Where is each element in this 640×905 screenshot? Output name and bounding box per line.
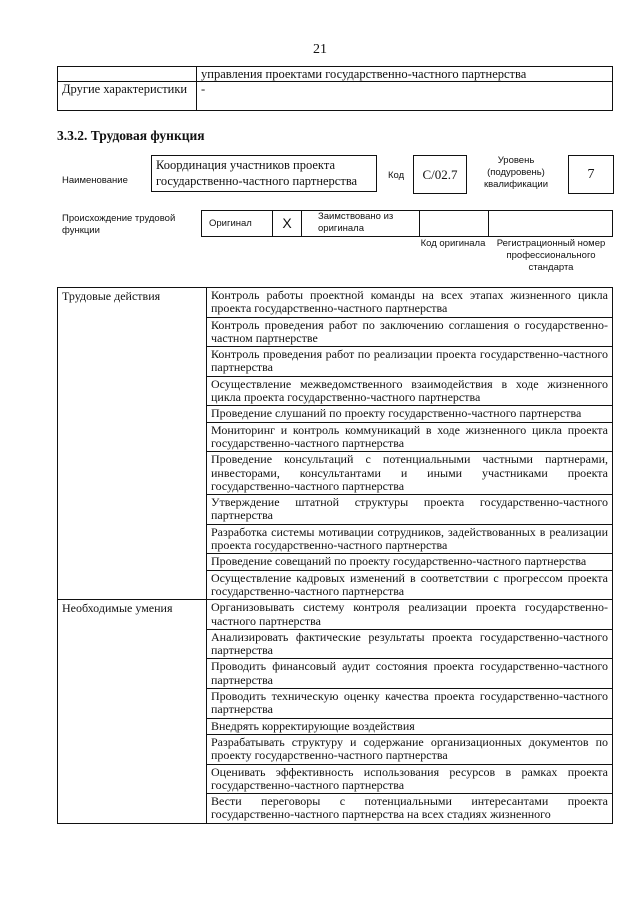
list-item: Осуществление кадровых изменений в соответствии с прогрессом проекта государственно-частного партнерства [207, 570, 613, 600]
page-number: 21 [313, 42, 327, 57]
code-label: Код [388, 170, 405, 181]
qualification-level-label: Уровень (подуровень) квалификации [483, 155, 549, 190]
original-label: Оригинал [209, 218, 252, 229]
list-item: Контроль проведения работ по реализации проекта государственно-частного партнерства [207, 347, 613, 377]
list-item: Разрабатывать структуру и содержание организационных документов по проекту государственно-частного партнерства [207, 734, 613, 764]
list-item: Утверждение штатной структуры проекта государственно-частного партнерства [207, 495, 613, 525]
list-item: Анализировать фактические результаты проекта государственно-частного партнерства [207, 629, 613, 659]
function-code-box: C/02.7 [413, 155, 467, 194]
original-code-caption: Код оригинала [420, 238, 486, 249]
table-row [58, 600, 613, 630]
list-item: Оценивать эффективность использования ресурсов в рамках проекта государственно-частного партнерства [207, 764, 613, 794]
list-item: Вести переговоры с потенциальными интересантами проекта государственно-частного партнерства на всех стадиях жизненного [207, 794, 613, 824]
empty-cell [58, 67, 197, 82]
table-row [58, 288, 613, 318]
original-code-cell [419, 211, 489, 236]
section-title: 3.3.2. Трудовая функция [57, 128, 205, 143]
labor-actions-heading: Трудовые действия [58, 288, 207, 600]
continuation-text: управления проектами государственно-частного партнерства [197, 67, 613, 82]
list-item: Проведение консультаций с потенциальными частными партнерами, инвесторами, консультантами и иными участниками проекта государственно-частного партнерства [207, 452, 613, 495]
origin-row [201, 210, 613, 237]
table-row [58, 82, 613, 111]
list-item: Проводить техническую оценку качества проекта государственно-частного партнерства [207, 689, 613, 719]
list-item: Внедрять корректирующие воздействия [207, 718, 613, 734]
other-characteristics-label: Другие характеристики [58, 82, 197, 111]
function-name-box: Координация участников проекта государственно-частного партнерства [151, 155, 377, 192]
list-item: Контроль работы проектной команды на всех этапах жизненного цикла проекта государственно-частного партнерства [207, 288, 613, 318]
borrowed-label: Заимствовано из оригинала [318, 211, 394, 234]
list-item: Организовывать систему контроля реализации проекта государственно-частного партнерства [207, 600, 613, 630]
list-item: Проведение слушаний по проекту государственно-частного партнерства [207, 406, 613, 422]
name-label: Наименование [62, 175, 128, 186]
origin-label: Происхождение трудовой функции [62, 213, 176, 236]
qualification-level-box: 7 [568, 155, 614, 194]
registration-number-caption: Регистрационный номер профессионального стандарта [496, 238, 606, 273]
list-item: Проведение совещаний по проекту государственно-частного партнерства [207, 554, 613, 570]
original-mark: X [272, 211, 302, 236]
required-skills-heading: Необходимые умения [58, 600, 207, 823]
other-characteristics-value: - [197, 82, 613, 111]
list-item: Осуществление межведомственного взаимодействия в ходе жизненного цикла проекта государственно-частного партнерства [207, 376, 613, 406]
function-details-table [57, 287, 613, 824]
continuation-table [57, 66, 613, 111]
list-item: Проводить финансовый аудит состояния проекта государственно-частного партнерства [207, 659, 613, 689]
list-item: Разработка системы мотивации сотрудников, задействованных в реализации проекта государственно-частного партнерства [207, 524, 613, 554]
list-item: Контроль проведения работ по заключению соглашения о государственно-частном партнерстве [207, 317, 613, 347]
table-row [58, 67, 613, 82]
list-item: Мониторинг и контроль коммуникаций в ходе жизненного цикла проекта государственно-частного партнерства [207, 422, 613, 452]
